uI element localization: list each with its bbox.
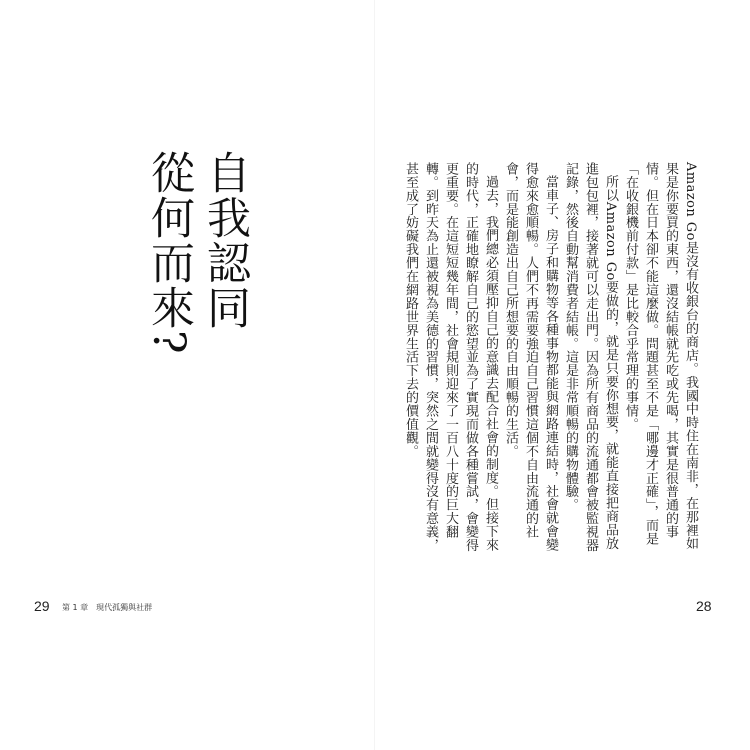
- body-paragraph-2: 所以Amazon Go要做的，就是只要你想要，就能直接把商品放進包包裡，接著就可以走出門。因為所有商品的流通都會被監視器記錄，然後自動幫消費者結帳。這是非常順暢的購物體驗。: [563, 162, 618, 553]
- body-text: [403, 162, 700, 562]
- body-paragraph-1: Amazon Go是沒有收銀台的商店。我國中時住在南非，在那裡如果是你要買的東西，還沒結帳就先吃或先喝，其實是很普通的事情。但在日本卻不能這麼做。問題甚至不是「哪邊才正確」，而是「在收銀機前付款」是比較合乎常理的事情。: [623, 162, 698, 551]
- chapter-title-line-2: 從何而來?: [143, 150, 194, 355]
- chapter-title-line-1: 自我認同: [199, 150, 250, 330]
- right-page-number: 28: [696, 598, 712, 614]
- page-gutter: [374, 0, 375, 750]
- body-paragraph-4: 過去，我們總必須壓抑自己的意識去配合社會的制度。但接下來的時代，正確地瞭解自己的慾望並為了實現而做各種嘗試，會變得更重要。在這短短幾年間，社會規則迎來了一百八十度的巨大翻轉。到昨天為止還被視為美德的習慣，突然之間就變得沒有意義，甚至成了妨礙我們在網路世界生活下去的價值觀。: [403, 162, 498, 553]
- body-paragraph-3: 當車子、房子和購物等各種事物都能與網路連結時，社會就會變得愈來愈順暢。人們不再需要強迫自己習慣這個不自由流通的社會，而是能創造出自己所想要的自由順暢的生活。: [503, 162, 558, 552]
- left-page-number: 29: [34, 598, 50, 614]
- chapter-title: [140, 150, 252, 370]
- running-head: 第 1 章 現代孤獨與社群: [62, 603, 153, 612]
